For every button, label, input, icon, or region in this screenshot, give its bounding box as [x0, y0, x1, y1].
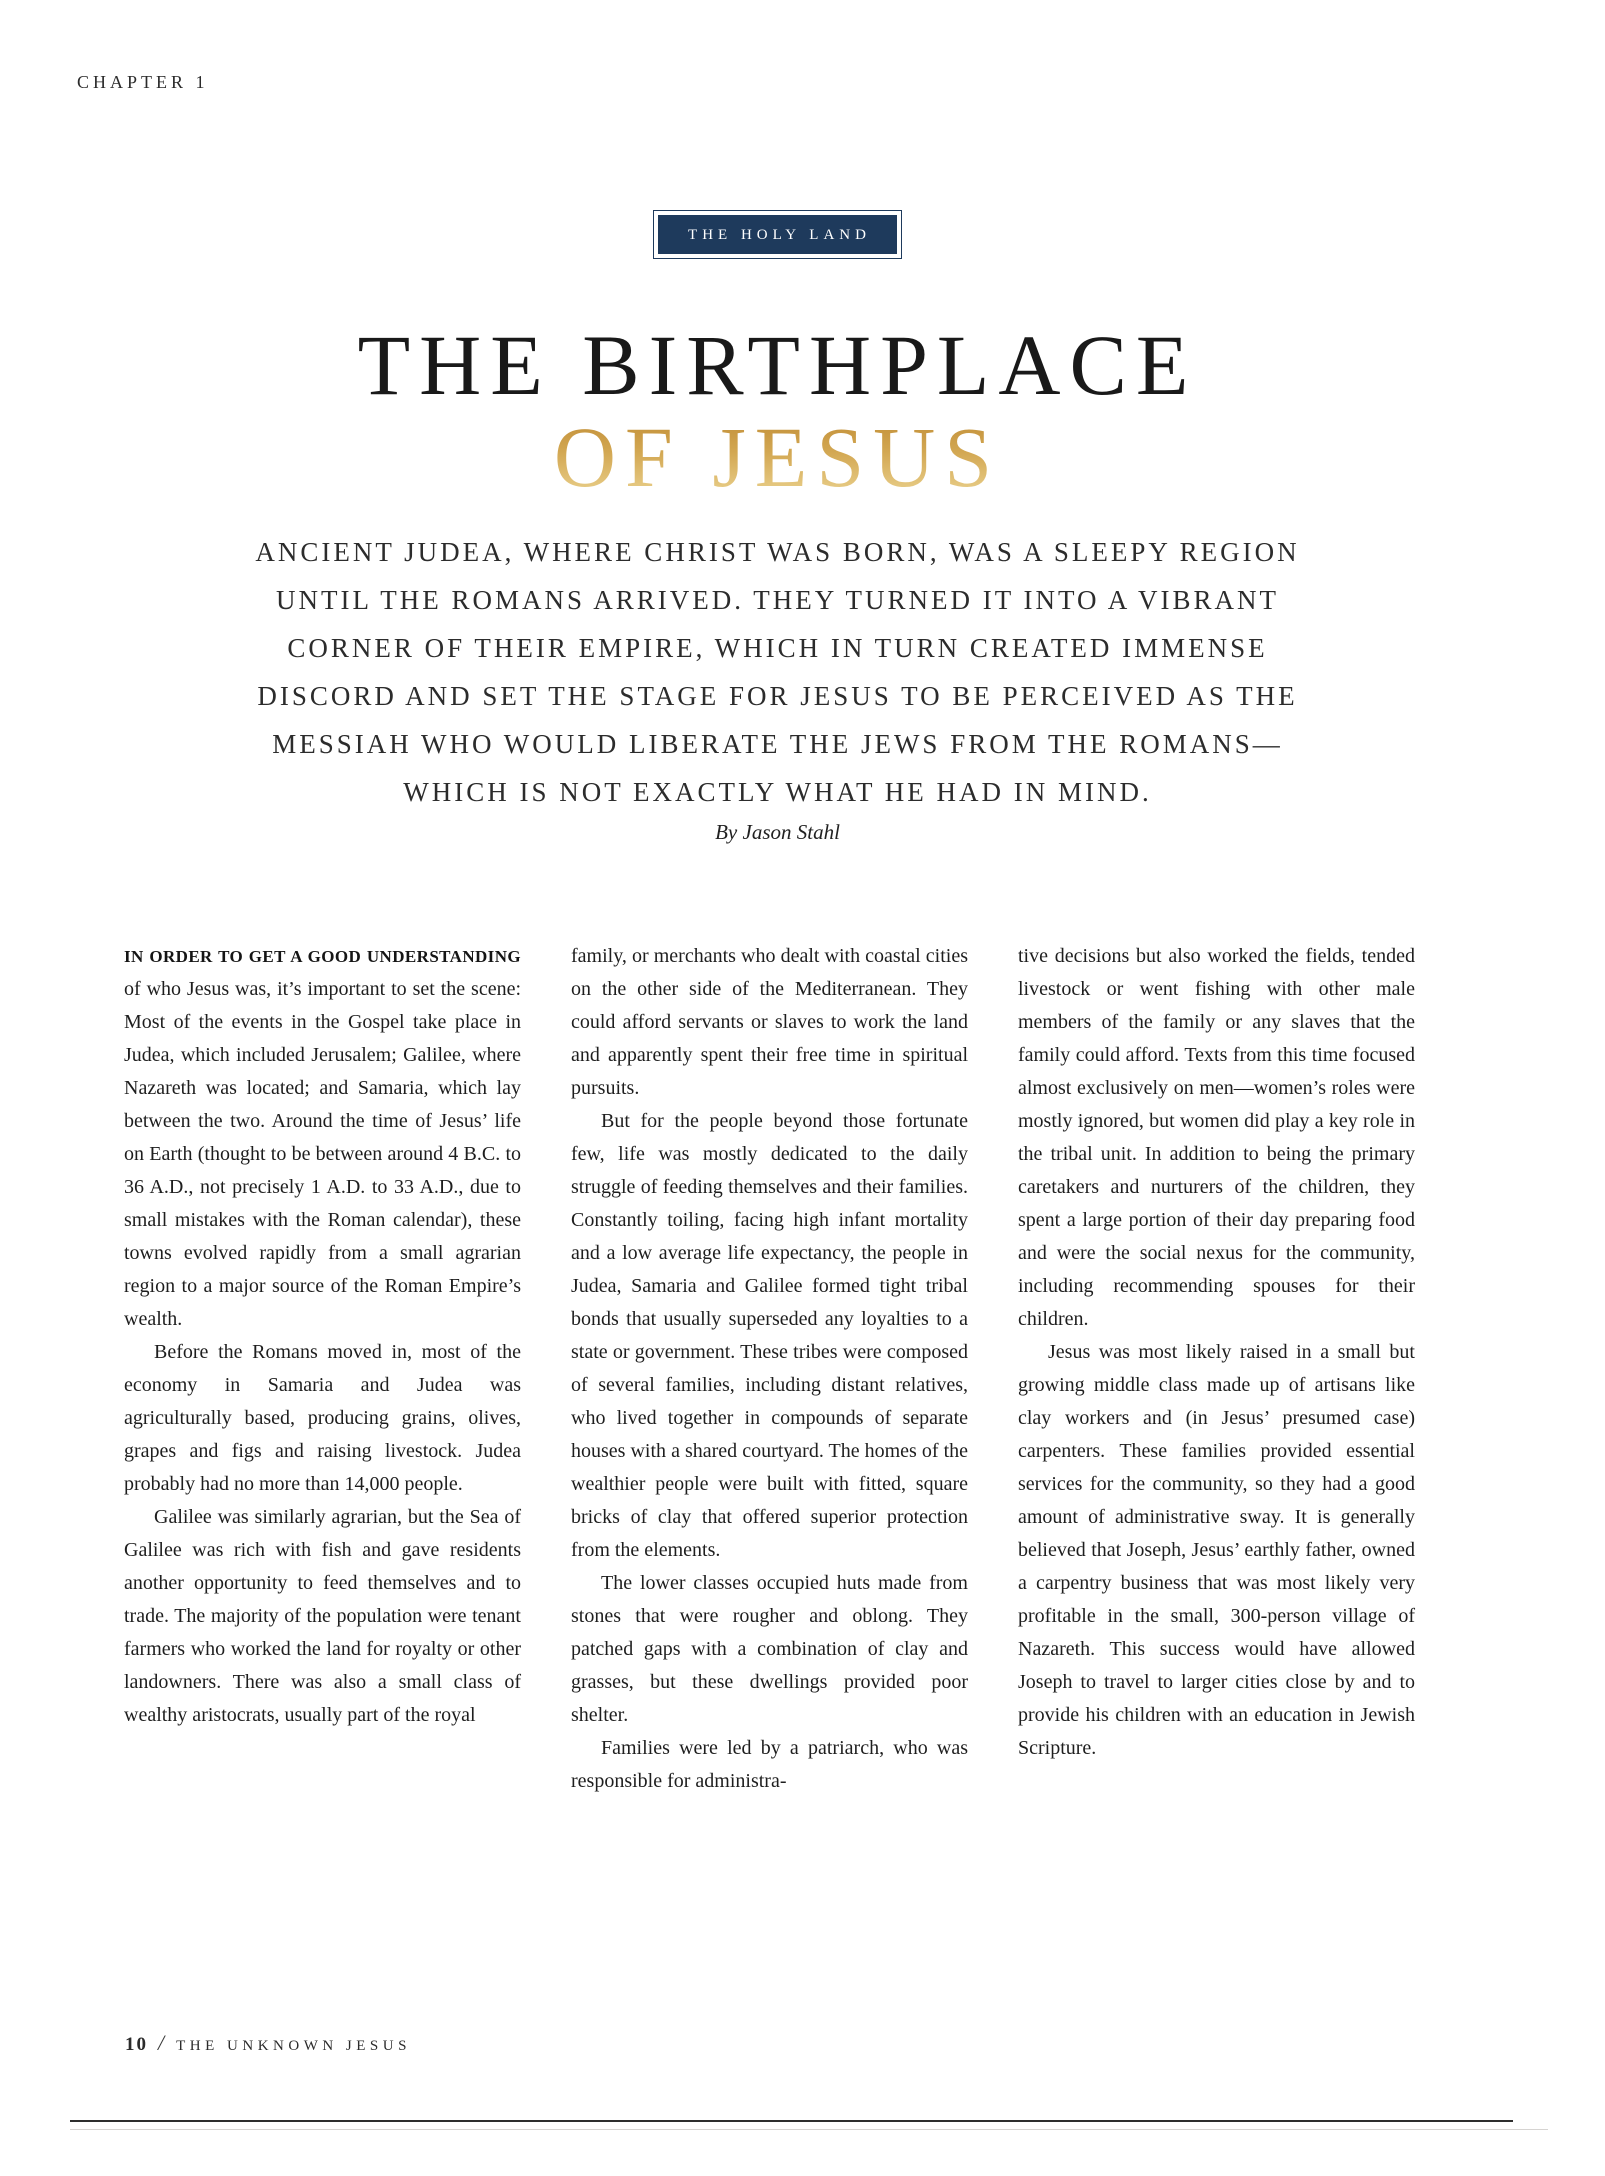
kicker-badge	[653, 210, 902, 259]
kicker-label: THE HOLY LAND	[658, 215, 897, 254]
book-title: THE UNKNOWN JESUS	[176, 2038, 411, 2054]
paragraph: tive decisions but also worked the fields, tended livestock or went fishing with other male members of the family or any slaves that the family could afford. Texts from this time focused almost exclusively on men—women’s roles were mostly ignored, but women did play a key role in the tribal unit. In addition to being the primary caretakers and nurturers of the children, they spent a large portion of their day preparing food and were the social nexus for the community, including recommending spouses for their children.	[1018, 945, 1415, 1330]
deck-line: ANCIENT JUDEA, WHERE CHRIST WAS BORN, WAS A SLEEPY REGION	[255, 537, 1300, 567]
footer-separator: /	[158, 2030, 165, 2055]
byline: By Jason Stahl	[715, 820, 840, 844]
paragraph: family, or merchants who dealt with coastal cities on the other side of the Mediterranean. They could afford servants or slaves to work the land and apparently spent their free time in spiritual pursuits.	[571, 945, 968, 1099]
paragraph: Families were led by a patriarch, who was responsible for administra-	[571, 1737, 968, 1792]
body-column-2	[571, 940, 968, 1798]
article-deck	[0, 528, 1555, 816]
bottom-rule-dark	[70, 2120, 1513, 2122]
lead-in: IN ORDER TO GET A GOOD UNDERSTANDING	[124, 947, 521, 966]
article-title-line2: OF JESUS	[0, 414, 1555, 500]
chapter-label: CHAPTER 1	[77, 72, 209, 92]
deck-line: DISCORD AND SET THE STAGE FOR JESUS TO BE PERCEIVED AS THE	[257, 681, 1298, 711]
paragraph-text: of who Jesus was, it’s important to set the scene: Most of the events in the Gospel take place in Judea, which included Jerusalem; Galilee, where Nazareth was located; and Samaria, which lay between the two. Around the time of Jesus’ life on Earth (thought to be between around 4 B.C. to 36 A.D., not precisely 1 A.D. to 33 A.D., due to small mistakes with the Roman calendar), these towns evolved rapidly from a small agrarian region to a major source of the Roman Empire’s wealth.	[124, 978, 521, 1330]
article-body	[124, 940, 1415, 1798]
paragraph: Jesus was most likely raised in a small but growing middle class made up of artisans like clay workers and (in Jesus’ presumed case) carpenters. These families provided essential services for the community, so they had a good amount of administrative sway. It is generally believed that Joseph, Jesus’ earthly father, owned a carpentry business that was most likely very profitable in the small, 300-person village of Nazareth. This success would have allowed Joseph to travel to larger cities close by and to provide his children with an education in Jewish Scripture.	[1018, 1341, 1415, 1759]
body-column-3	[1018, 940, 1415, 1798]
paragraph: Before the Romans moved in, most of the economy in Samaria and Judea was agriculturally based, producing grains, olives, grapes and figs and raising livestock. Judea probably had no more than 14,000 people.	[124, 1341, 521, 1495]
paragraph: But for the people beyond those fortunate few, life was mostly dedicated to the daily struggle of feeding themselves and their families. Constantly toiling, facing high infant mortality and a low average life expectancy, the people in Judea, Samaria and Galilee formed tight tribal bonds that usually superseded any loyalties to a state or government. These tribes were composed of several families, including distant relatives, who lived together in compounds of separate houses with a shared courtyard. The homes of the wealthier people were built with fitted, square bricks of clay that offered superior protection from the elements.	[571, 1110, 968, 1561]
article-title-line1: THE BIRTHPLACE	[357, 317, 1198, 413]
paragraph	[124, 940, 521, 1336]
paragraph: The lower classes occupied huts made from stones that were rougher and oblong. They patched gaps with a combination of clay and grasses, but these dwellings provided poor shelter.	[571, 1572, 968, 1726]
body-column-1	[124, 940, 521, 1798]
deck-line: WHICH IS NOT EXACTLY WHAT HE HAD IN MIND.	[403, 777, 1152, 807]
page-number: 10	[125, 2034, 148, 2055]
deck-line: CORNER OF THEIR EMPIRE, WHICH IN TURN CREATED IMMENSE	[287, 633, 1268, 663]
deck-line: MESSIAH WHO WOULD LIBERATE THE JEWS FROM THE ROMANS—	[272, 729, 1283, 759]
page-footer	[125, 2030, 411, 2056]
article-header	[0, 0, 1555, 259]
bottom-rule-light	[70, 2129, 1548, 2130]
deck-line: UNTIL THE ROMANS ARRIVED. THEY TURNED IT INTO A VIBRANT	[275, 585, 1279, 615]
paragraph: Galilee was similarly agrarian, but the Sea of Galilee was rich with fish and gave residents another opportunity to feed themselves and to trade. The majority of the population were tenant farmers who worked the land for royalty or other landowners. There was also a small class of wealthy aristocrats, usually part of the royal	[124, 1506, 521, 1726]
